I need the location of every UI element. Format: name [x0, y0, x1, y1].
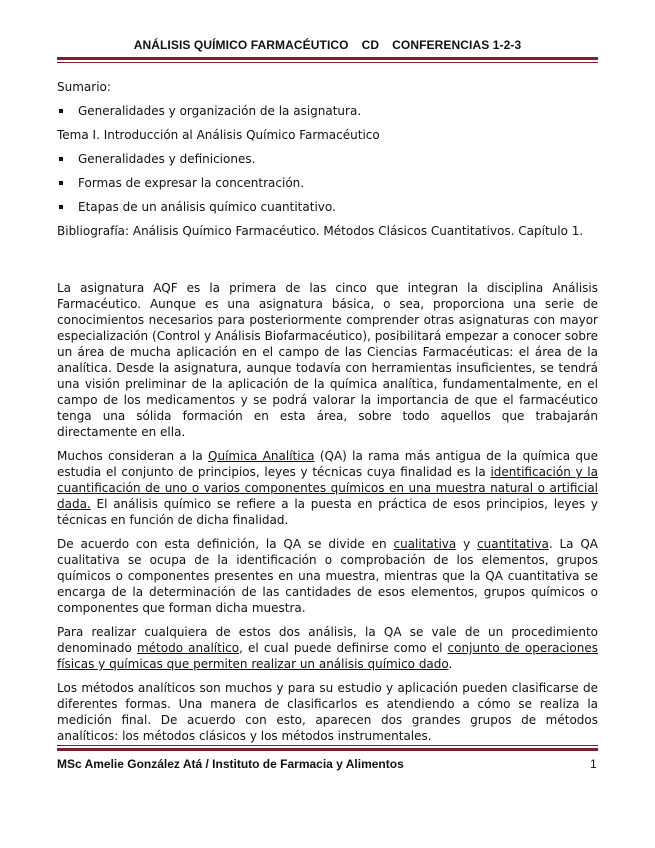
text-run: Muchos consideran a la	[57, 449, 209, 463]
bibliography: Bibliografía: Análisis Químico Farmacéutico. Métodos Clásicos Cuantitativos. Capítulo 1.	[57, 224, 584, 238]
tema-heading: Tema I. Introducción al Análisis Químico Farmacéutico	[57, 128, 380, 142]
paragraph-classification: Los métodos analíticos son muchos y para su estudio y aplicación pueden clasificarse de diferentes formas. Una manera de clasificarlos es atendiendo a cómo se realiza la medición final. De acuerdo con esto, aparecen dos grandes grupos de métodos analíticos: los métodos clásicos y los métodos instrumentales.	[57, 681, 598, 743]
paragraph-method	[57, 624, 598, 672]
header-title: ANÁLISIS QUÍMICO FARMACÉUTICO	[133, 38, 349, 52]
page-content	[57, 75, 598, 744]
footer-rule-thick	[57, 748, 598, 751]
term-cualitativa: cualitativa	[393, 537, 457, 551]
footer-author: MSc Amelie González Atá / Instituto de Farmacia y Alimentos	[57, 757, 404, 771]
header-rule-thick	[57, 57, 598, 60]
text-run: y	[456, 537, 478, 551]
summary-label: Sumario:	[57, 80, 111, 94]
term-metodo-analitico: método analítico	[136, 641, 240, 655]
tema-bullet: Generalidades y definiciones.	[57, 147, 598, 171]
tema-bullet: Formas de expresar la concentración.	[57, 171, 598, 195]
header-code: CD	[361, 38, 380, 52]
paragraph-definition	[57, 448, 598, 528]
header-conferences: CONFERENCIAS 1-2-3	[392, 38, 522, 52]
page-number: 1	[590, 757, 597, 771]
footer-rule-thin	[57, 745, 598, 746]
tema-bullet: Etapas de un análisis químico cuantitativo.	[57, 195, 598, 219]
paragraph-division	[57, 536, 598, 616]
summary-bullet: Generalidades y organización de la asignatura.	[57, 99, 598, 123]
text-run: De acuerdo con esta definición, la QA se divide en	[57, 537, 394, 551]
header-rule-thin	[57, 62, 598, 63]
paragraph-intro: La asignatura AQF es la primera de las cinco que integran la disciplina Análisis Farmacéutico. Aunque es una asignatura básica, o sea, proporciona una serie de conocimientos necesarios para posteriormente comprender otras asignaturas con mayor especialización (Control y Análisis Biofarmacéutico), posibilitará empezar a conocer sobre un área de mucha aplicación en el campo de las Ciencias Farmacéuticas: el área de la analítica. Desde la asignatura, aunque todavía con herramientas insuficientes, se tendrá una visión preliminar de la aplicación de la química analítica, fundamentalmente, en el campo de los medicamentos y se podrá valorar la importancia de que el farmacéutico tenga una sólida formación en esta área, sobre todo aquellos que trabajarán directamente en ella.	[57, 281, 598, 439]
definition-underlined: conjunto de operaciones físicas y químicas que permiten realizar un análisis químico dado	[57, 641, 599, 671]
definition-underlined: identificación y la cuantificación de uno o varios componentes químicos en una muestra natural o artificial dada.	[57, 465, 598, 511]
text-run: El análisis químico se refiere a la puesta en práctica de esos principios, leyes y técnicas en función de dicha finalidad.	[57, 497, 598, 527]
page-header	[0, 38, 655, 52]
term-quimica-analitica: Química Analítica	[208, 449, 315, 463]
text-run: Para realizar cualquiera de estos dos análisis, la QA se vale de un procedimiento denominado	[57, 625, 598, 655]
text-run: (QA) la rama más antigua de la química que estudia el conjunto de principios, leyes y técnicas cuya finalidad es la	[57, 449, 599, 479]
text-run: .	[448, 657, 453, 671]
text-run: , el cual puede definirse como el	[239, 641, 448, 655]
text-run: . La QA cualitativa se ocupa de la identificación o comprobación de los elementos, grupos químicos o componentes presentes en una muestra, mientras que la QA cuantitativa se encarga de la determinación de las cantidades de esos elementos, grupos químicos o componentes que forman dicha muestra.	[57, 537, 599, 615]
term-cuantitativa: cuantitativa	[477, 537, 549, 551]
